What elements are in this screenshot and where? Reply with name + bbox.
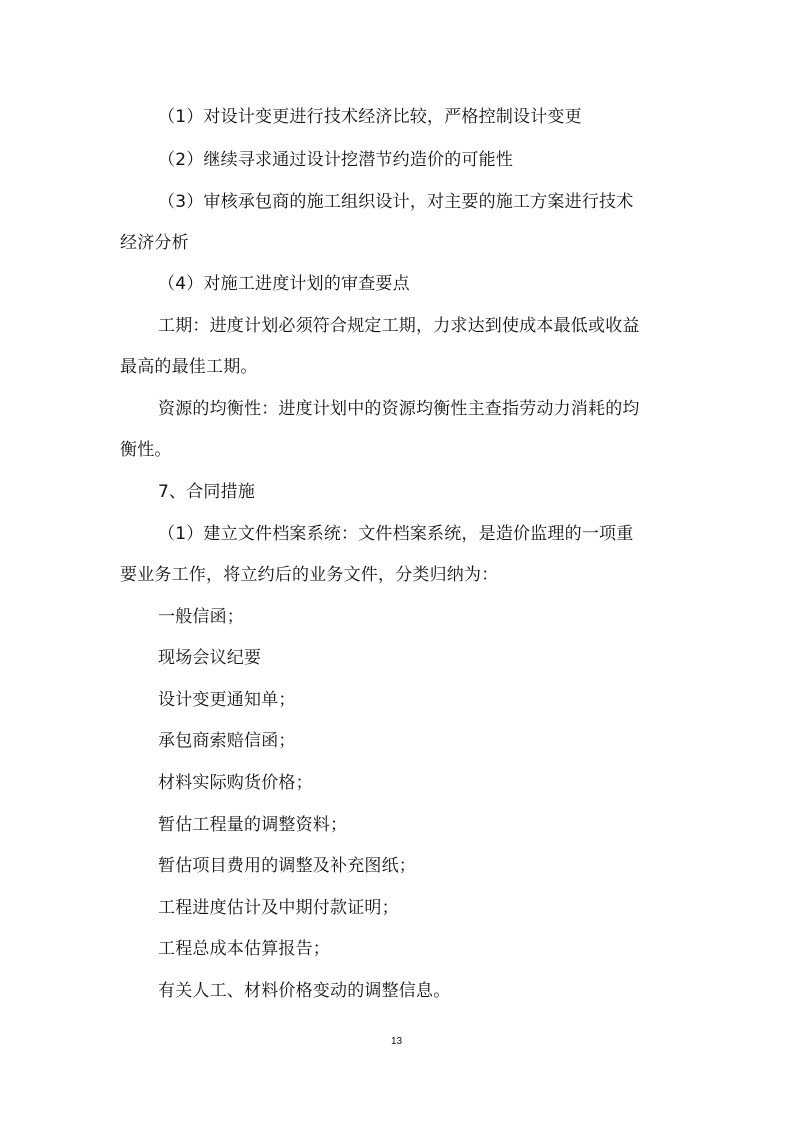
paragraph-line: （1）对设计变更进行技术经济比较，严格控制设计变更 (158, 107, 582, 127)
list-item: 工程总成本估算报告； (158, 939, 330, 959)
list-item: 有关人工、材料价格变动的调整信息。 (158, 981, 451, 1001)
list-item: 设计变更通知单； (158, 690, 296, 710)
paragraph-line: （3）审核承包商的施工组织设计，对主要的施工方案进行技术 (158, 192, 634, 212)
paragraph-line: （2）继续寻求通过设计挖潜节约造价的可能性 (158, 150, 514, 170)
paragraph-line: 最高的最佳工期。 (120, 357, 258, 377)
paragraph-line: 衡性。 (120, 440, 172, 460)
list-item: 一般信函； (158, 607, 244, 627)
list-item: 材料实际购货价格； (158, 773, 313, 793)
section-heading: 7、合同措施 (158, 482, 256, 502)
list-item: 工程进度估计及中期付款证明； (158, 898, 399, 918)
list-item: 暂估工程量的调整资料； (158, 815, 348, 835)
paragraph-line: 资源的均衡性：进度计划中的资源均衡性主查指劳动力消耗的均 (158, 399, 640, 419)
paragraph-line: （1）建立文件档案系统：文件档案系统，是造价监理的一项重 (158, 524, 634, 544)
paragraph-line: 工期：进度计划必须符合规定工期，力求达到使成本最低或收益 (158, 316, 640, 336)
paragraph-line: （4）对施工进度计划的审查要点 (158, 274, 410, 294)
paragraph-line: 经济分析 (120, 233, 189, 253)
list-item: 现场会议纪要 (158, 648, 262, 668)
paragraph-line: 要业务工作，将立约后的业务文件，分类归纳为： (120, 565, 499, 585)
list-item: 承包商索赔信函； (158, 731, 296, 751)
page-number: 13 (390, 1036, 403, 1047)
list-item: 暂估项目费用的调整及补充图纸； (158, 856, 416, 876)
